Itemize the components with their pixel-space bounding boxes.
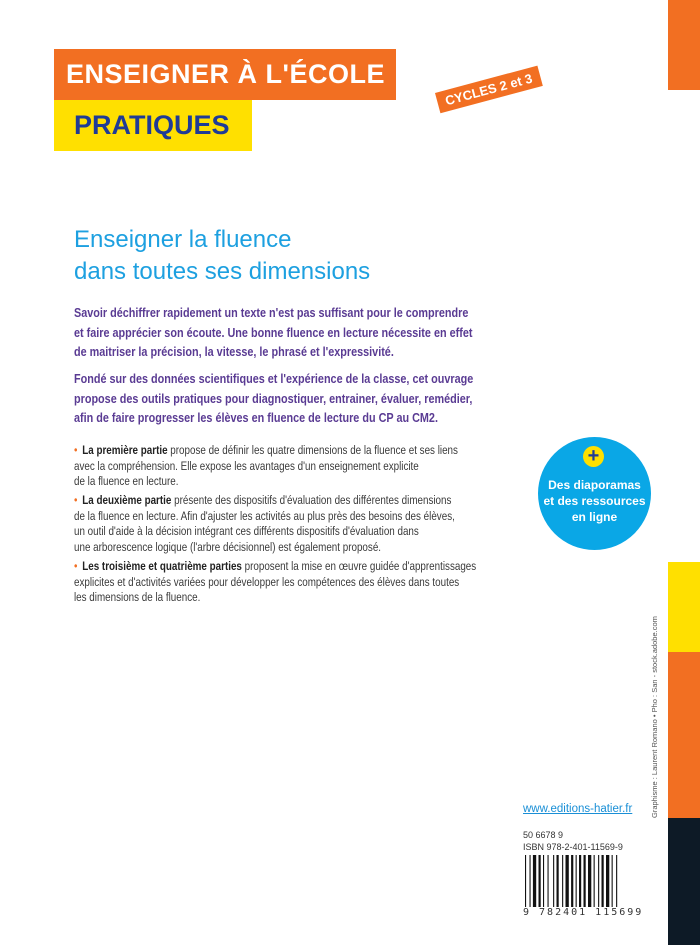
barcode-bar	[594, 855, 595, 907]
title-line: dans toutes ses dimensions	[74, 258, 371, 285]
text-line: explicites et d'activités variées pour développer les compétences des élèves dans toutes	[74, 574, 460, 589]
collection-title: PRATIQUES	[54, 100, 252, 151]
barcode-bar	[616, 855, 617, 907]
text-line: une arborescence logique (l'arbre décisionnel) est également proposé.	[74, 539, 382, 554]
plus-icon: +	[583, 446, 604, 467]
text-line: proposent la mise en œuvre guidée d'apprentissages	[241, 559, 477, 573]
text-line: propose des outils pratiques pour diagnostiquer, entrainer, évaluer, remédier,	[74, 391, 473, 406]
barcode-bar	[598, 855, 599, 907]
badge-line: en ligne	[571, 510, 618, 524]
barcode-bar	[566, 855, 569, 907]
text-line: avec la compréhension. Elle expose les avantages d'un enseignement explicite	[74, 458, 419, 473]
bullet-part-1	[74, 443, 458, 490]
bullet-part-2	[74, 493, 455, 555]
spine-band-yellow	[668, 562, 700, 652]
barcode-bar	[525, 855, 526, 907]
design-credit: Graphisme : Laurent Romano • Pho : San - stock.adobe.com	[650, 616, 659, 818]
text-line: afin de faire progresser les élèves en fluence de lecture du CP au CM2.	[74, 411, 438, 425]
spine-band-orange-top	[668, 0, 700, 90]
barcode-bar	[543, 855, 544, 907]
barcode-bar	[612, 855, 613, 907]
publisher-link[interactable]: www.editions-hatier.fr	[523, 803, 633, 815]
barcode-bar	[533, 855, 536, 907]
barcode-bar	[562, 855, 563, 907]
online-resources-badge	[538, 437, 651, 550]
intro-paragraph-2	[74, 370, 473, 429]
title-line: Enseigner la fluence	[74, 226, 292, 253]
barcode	[523, 855, 641, 907]
text-line: et faire apprécier son écoute. Une bonne fluence en lecture nécessite en effet	[74, 325, 473, 340]
text-line: de maitriser la précision, la vitesse, le phrasé et l'expressivité.	[74, 345, 394, 359]
text-line: Savoir déchiffrer rapidement un texte n'est pas suffisant pour le comprendre	[74, 306, 469, 320]
text-line: les dimensions de la fluence.	[74, 590, 201, 604]
barcode-bar	[548, 855, 549, 907]
bullet-heading: La première partie	[82, 443, 168, 457]
barcode-bar	[576, 855, 577, 907]
bullet-icon: •	[74, 493, 78, 507]
book-title	[74, 224, 370, 288]
bullet-part-3	[74, 559, 476, 606]
text-line: présente des dispositifs d'évaluation des différentes dimensions	[171, 493, 452, 507]
spine-band-orange	[668, 652, 700, 818]
text-line: de la fluence en lecture. Afin d'ajuster les activités au plus près des besoins des élèves,	[74, 508, 455, 523]
text-line: un outil d'aide à la décision intégrant ces différents dispositifs d'évaluation dans	[74, 524, 419, 538]
bullet-heading: Les troisième et quatrième parties	[82, 559, 242, 573]
barcode-bar	[579, 855, 581, 907]
barcode-bar	[557, 855, 559, 907]
bullet-icon: •	[74, 443, 78, 457]
barcode-digits: 9 782401 115699	[523, 907, 644, 918]
badge-line: et des ressources	[543, 494, 646, 508]
isbn: ISBN 978-2-401-11569-9	[523, 842, 623, 852]
text-line: de la fluence en lecture.	[74, 474, 179, 488]
barcode-bar	[606, 855, 609, 907]
barcode-bar	[584, 855, 586, 907]
spine-band-navy	[668, 818, 700, 945]
text-line: propose de définir les quatre dimensions de la fluence et ses liens	[167, 443, 458, 457]
bullet-heading: La deuxième partie	[82, 493, 172, 507]
barcode-bar	[588, 855, 591, 907]
cycles-badge: CYCLES 2 et 3	[435, 66, 542, 114]
badge-line: Des diaporamas	[548, 478, 641, 492]
barcode-bar	[530, 855, 531, 907]
intro-paragraph-1	[74, 304, 472, 363]
barcode-bar	[602, 855, 604, 907]
barcode-bar	[539, 855, 541, 907]
barcode-bar	[553, 855, 554, 907]
series-title: ENSEIGNER À L'ÉCOLE	[54, 49, 396, 100]
bullet-icon: •	[74, 559, 78, 573]
product-code: 50 6678 9	[523, 830, 564, 840]
text-line: Fondé sur des données scientifiques et l'expérience de la classe, cet ouvrage	[74, 372, 474, 386]
barcode-bar	[571, 855, 573, 907]
